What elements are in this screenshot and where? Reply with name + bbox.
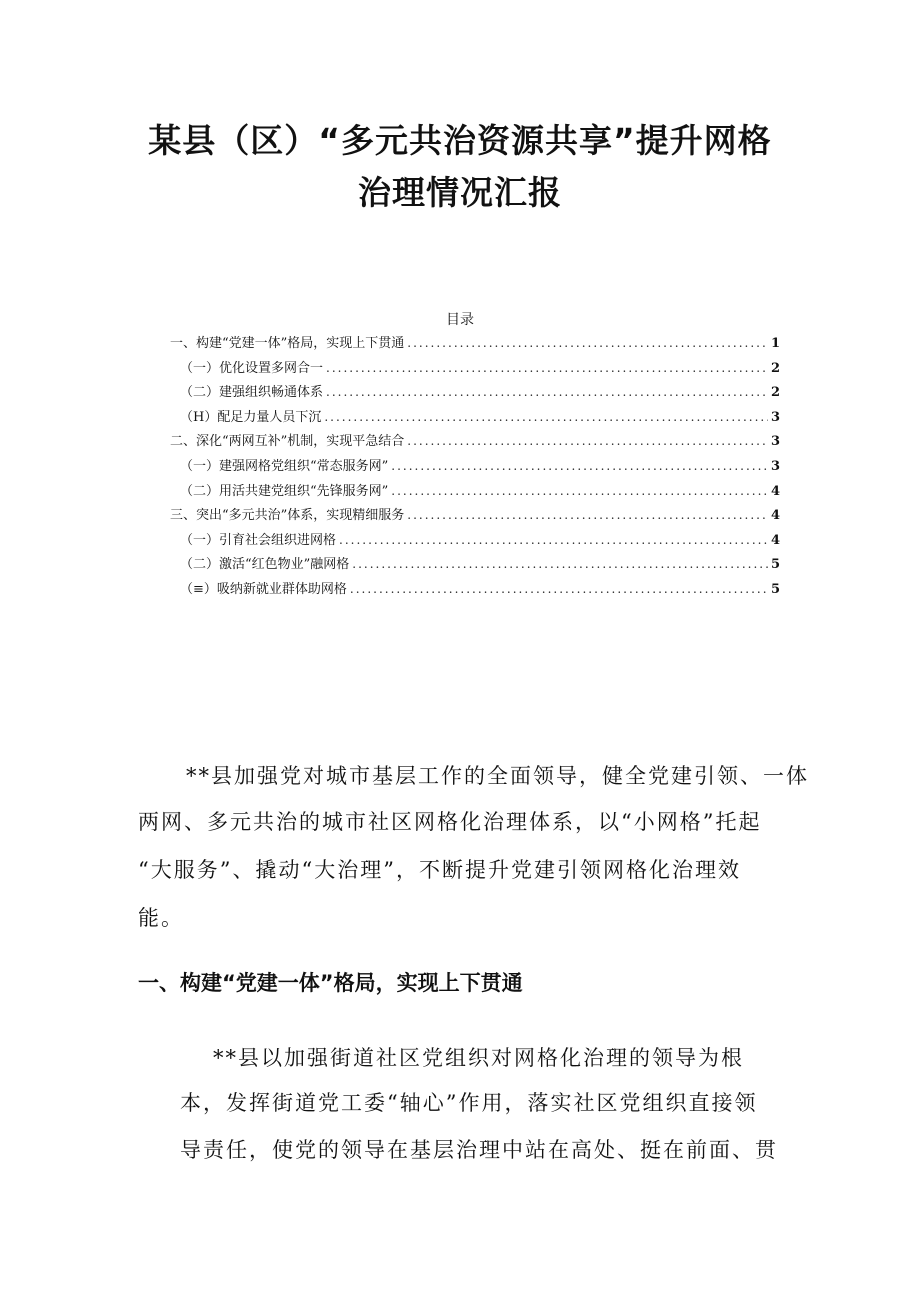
table-of-contents [170, 331, 780, 602]
toc-leader-dots [407, 503, 768, 528]
toc-entry[interactable] [170, 552, 780, 577]
toc-entry[interactable] [170, 503, 780, 528]
toc-entry-text: （二）激活“红色物业”融网格 [180, 557, 350, 573]
toc-entry[interactable] [170, 479, 780, 504]
document-title-line-1: 某县（区）“多元共治资源共享”提升网格 [148, 121, 772, 160]
toc-entry[interactable] [170, 528, 780, 553]
toc-entry[interactable] [170, 380, 780, 405]
toc-entry-page: 4 [770, 532, 780, 548]
section-paragraph-line: **县以加强街道社区党组织对网格化治理的领导为根 [213, 1046, 744, 1070]
toc-heading: 目录 [446, 312, 474, 328]
toc-entry-page: 2 [770, 385, 780, 401]
toc-entry-text: （一）优化设置多网合一 [180, 360, 324, 376]
toc-leader-dots [326, 380, 768, 405]
section-paragraph-line: 导责任，使党的领导在基层治理中站在高处、挺在前面、贯 [180, 1138, 778, 1162]
toc-leader-dots [391, 479, 768, 504]
toc-entry-text: （一）引育社会组织进网格 [180, 532, 337, 548]
toc-entry[interactable] [170, 577, 780, 602]
toc-entry-text: 二、深化“两网互补”机制，实现平急结合 [170, 434, 405, 450]
toc-entry-page: 4 [770, 508, 780, 524]
document-title-line-2: 治理情况汇报 [358, 173, 562, 212]
toc-entry-text: （≡）吸纳新就业群体助网格 [180, 581, 347, 597]
intro-paragraph-line: “大服务”、撬动“大治理”，不断提升党建引领网格化治理效 [138, 858, 741, 882]
toc-entry[interactable] [170, 454, 780, 479]
toc-leader-dots [326, 356, 768, 381]
toc-entry[interactable] [170, 405, 780, 430]
toc-leader-dots [352, 552, 768, 577]
toc-leader-dots [407, 429, 768, 454]
toc-entry-page: 3 [770, 458, 780, 474]
toc-entry-text: （二）用活共建党组织“先锋服务网” [180, 483, 389, 499]
toc-entry-text: 三、突出“多元共治”体系，实现精细服务 [170, 508, 405, 524]
toc-entry-page: 5 [770, 557, 780, 573]
toc-entry[interactable] [170, 331, 780, 356]
toc-entry-page: 3 [770, 434, 780, 450]
toc-entry-text: 一、构建“党建一体”格局，实现上下贯通 [170, 336, 405, 351]
toc-leader-dots [324, 405, 768, 430]
toc-entry[interactable] [170, 429, 780, 454]
intro-paragraph-line: **县加强党对城市基层工作的全面领导，健全党建引领、一体 [186, 764, 809, 788]
intro-paragraph-line: 两网、多元共治的城市社区网格化治理体系，以“小网格”托起 [138, 810, 762, 834]
toc-entry-text: （一）建强网格党组织“常态服务网” [180, 458, 389, 474]
toc-entry[interactable] [170, 356, 780, 381]
toc-leader-dots [407, 331, 768, 356]
toc-entry-text: （H）配足力量人员下沉 [180, 409, 322, 425]
toc-entry-page: 5 [770, 581, 780, 597]
toc-leader-dots [350, 577, 768, 602]
toc-entry-page: 1 [770, 336, 780, 351]
toc-entry-page: 3 [770, 409, 780, 425]
toc-entry-page: 2 [770, 360, 780, 376]
toc-entry-text: （二）建强组织畅通体系 [180, 385, 324, 401]
intro-paragraph-line: 能。 [138, 906, 184, 930]
section-heading: 一、构建“党建一体”格局，实现上下贯通 [138, 971, 523, 995]
toc-leader-dots [339, 528, 768, 553]
section-paragraph-line: 本，发挥街道党工委“轴心”作用，落实社区党组织直接领 [180, 1091, 758, 1115]
toc-entry-page: 4 [770, 483, 780, 499]
toc-leader-dots [391, 454, 768, 479]
